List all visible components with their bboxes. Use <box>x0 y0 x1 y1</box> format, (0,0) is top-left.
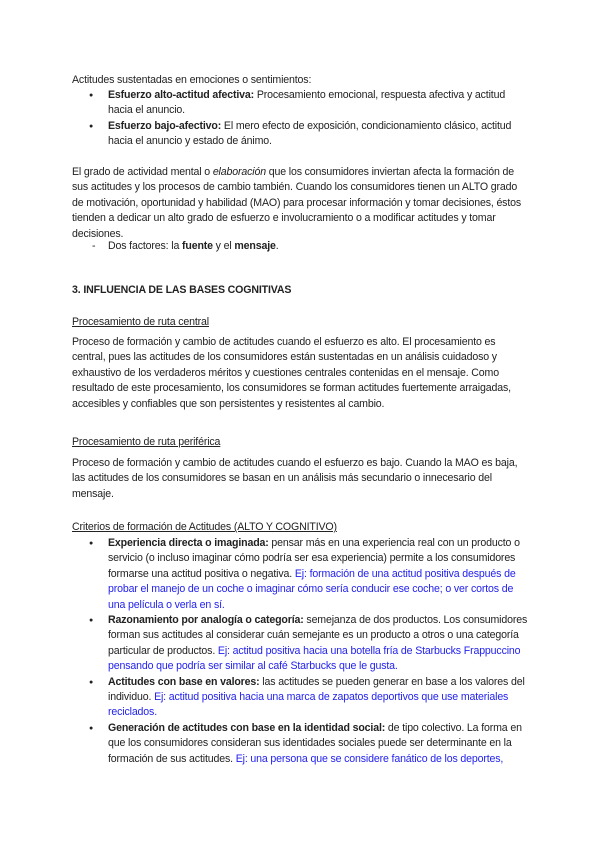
paragraph <box>72 315 530 330</box>
bullet-list <box>72 88 530 150</box>
bold-term: Experiencia directa o imaginada: <box>108 537 269 549</box>
subheading: Procesamiento de ruta central <box>72 316 209 328</box>
example-text: Ej: actitud positiva hacia una botella fría de Starbucks Frappuccino pensando que podría ser similar al café Starbucks que le gusta. <box>108 644 521 673</box>
bold-term: Actitudes con base en valores: <box>108 675 260 688</box>
text-run: El mero efecto de exposición, condicionamiento clásico, actitud hacia el anuncio y estado de ánimo. <box>108 119 512 148</box>
text-run: 3. INFLUENCIA DE LAS BASES COGNITIVAS <box>72 284 292 296</box>
paragraph <box>72 435 530 450</box>
example-text: Ej: una persona que se considere fanático de los deportes, <box>235 752 504 765</box>
bold-term: fuente <box>182 240 213 252</box>
bullet-list <box>72 536 530 767</box>
dash-list-item <box>72 239 530 254</box>
paragraph <box>72 73 530 88</box>
dash-item <box>72 239 530 254</box>
bold-term: Esfuerzo bajo-afectivo: <box>108 119 222 132</box>
text-run: Dos factores: la <box>108 240 182 252</box>
paragraph <box>72 165 530 242</box>
bold-term: Generación de actitudes con base en la identidad social: <box>108 721 386 734</box>
example-text: Ej: formación de una actitud positiva después de probar el manejo de un coche o imaginar cómo sería conducir ese coche; o ver cortos de una película o verla en sí. <box>108 567 516 611</box>
list-item <box>72 119 530 150</box>
list-item <box>72 721 530 767</box>
text-run: de tipo colectivo. La forma en que los consumidores consideran sus identidades sociales puede ser determinante en la formación de sus actitudes. <box>108 721 522 765</box>
bold-term: Razonamiento por analogía o categoría: <box>108 614 304 627</box>
bold-term: Esfuerzo alto-actitud afectiva: <box>108 89 255 101</box>
text-run: Procesamiento emocional, respuesta afectiva y actitud hacia el anuncio. <box>108 89 506 117</box>
list-item <box>72 675 530 721</box>
paragraph <box>72 335 530 412</box>
text-run: . <box>275 240 279 252</box>
text-run: las actitudes se pueden generar en base a los valores del individuo. <box>108 675 525 704</box>
list-item <box>72 613 530 675</box>
text-run: Proceso de formación y cambio de actitudes cuando el esfuerzo es bajo. Cuando la MAO es baja, las actitudes de los consumidores se basan en un análisis más secundario o innecesario del mensaje. <box>72 457 518 500</box>
subheading: Criterios de formación de Actitudes (ALTO Y COGNITIVO) <box>72 521 337 533</box>
paragraph <box>72 456 530 502</box>
subheading: Procesamiento de ruta periférica <box>72 436 221 448</box>
example-text: Ej: actitud positiva hacia una marca de zapatos deportivos que use materiales reciclados. <box>108 691 509 719</box>
text-run: Proceso de formación y cambio de actitudes cuando el esfuerzo es alto. El procesamiento es central, pues las actitudes de los consumidores están sustentadas en un análisis cuidadoso y exhaustivo de los verdaderos méritos y cuestiones centrales contenidas en el mensaje. Como resultado de este procesamiento, los consumidores se forman actitudes fuertemente arraigadas, accesibles y confiables que son persistentes y resistentes al cambio. <box>72 336 511 410</box>
text-run: El grado de actividad mental o <box>72 166 213 178</box>
section-heading <box>72 283 530 298</box>
text-run: pensar más en una experiencia real con un producto o servicio (o incluso imaginar cómo podría ser esa experiencia) permite a los consumidores formarse una actitud positiva o negativa. <box>108 537 520 580</box>
list-item <box>72 536 530 613</box>
list-item <box>72 88 530 119</box>
text-run: semejanza de dos productos. Los consumidores forman sus actitudes al considerar cuán semejante es un producto a otros o una categoría particular de productos. <box>108 614 528 657</box>
text-run: que los consumidores inviertan afecta la formación de sus actitudes y los procesos de cambio también. Cuando los consumidores tienen un ALTO grado de motivación, oportunidad y habilidad (MAO) para procesar información y tomar decisiones, éstos tienden a dedicar un alto grado de esfuerzo e involucramiento o a modificar actitudes y tomar decisiones. <box>72 166 522 240</box>
text-run: elaboración <box>212 166 266 178</box>
text-run: Actitudes sustentadas en emociones o sentimientos: <box>72 74 312 86</box>
bold-term: mensaje <box>234 240 276 252</box>
paragraph <box>72 520 530 535</box>
text-run: y el <box>212 240 235 252</box>
